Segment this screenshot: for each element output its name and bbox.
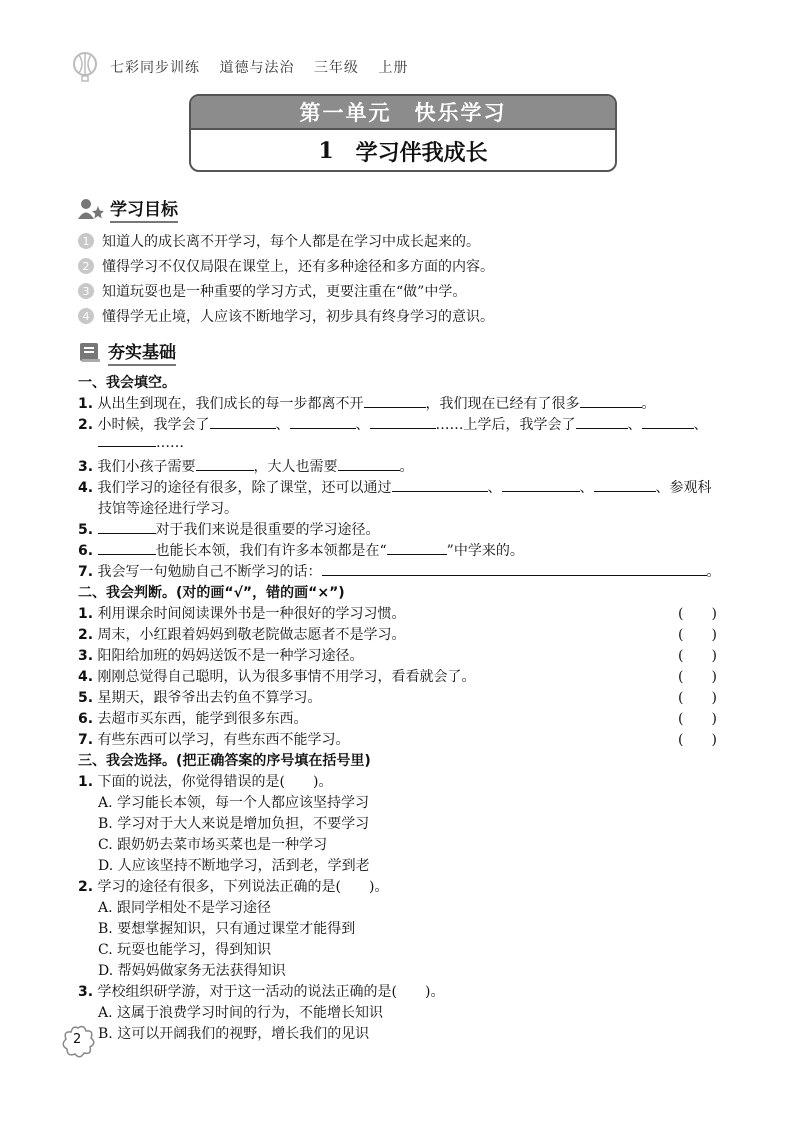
choice-option: B. 这可以开阔我们的视野，增长我们的见识	[98, 1026, 370, 1042]
objective-number-icon: 3	[78, 283, 94, 299]
fill-question-6	[78, 540, 524, 560]
question-number: 2.	[78, 627, 94, 643]
choice-question-1	[78, 771, 332, 791]
question-text: 从出生到现在，我们成长的每一步都离不开	[97, 396, 364, 412]
question-text: 、	[355, 417, 370, 433]
objectives-title-text: 学习目标	[110, 195, 178, 223]
part3-heading: 三、我会选择。(把正确答案的序号填在括号里)	[78, 753, 371, 769]
choice-option: C. 玩耍也能学习，得到知识	[98, 942, 272, 958]
objective-item	[78, 306, 494, 326]
question-text: 小时候，我学会了	[97, 417, 210, 433]
question-text: 下面的说法，你觉得错误的是( )。	[97, 774, 333, 790]
question-text: 、	[693, 417, 708, 433]
choice-option: A. 学习能长本领，每一个人都应该坚持学习	[98, 795, 370, 811]
fill-question-3	[78, 456, 414, 476]
fill-question-1	[78, 393, 656, 413]
question-text: 、参观科	[655, 480, 712, 496]
objective-text: 懂得学习不仅仅局限在课堂上，还有多种途径和多方面的内容。	[102, 259, 494, 275]
answer-paren[interactable]: ( )	[678, 648, 717, 664]
choice-option: A. 跟同学相处不是学习途径	[98, 900, 272, 916]
judge-question	[78, 624, 406, 644]
question-number: 3.	[78, 984, 94, 1000]
question-text: 刚刚总觉得自己聪明，认为很多事情不用学习，看看就会了。	[97, 669, 476, 685]
question-text: ”中学来的。	[446, 543, 524, 559]
question-number: 6.	[78, 711, 94, 727]
question-number: 1.	[78, 606, 94, 622]
objective-item	[78, 256, 494, 276]
choice-option: D. 帮妈妈做家务无法获得知识	[98, 963, 286, 979]
lesson-title-text: 学习伴我成长	[355, 139, 488, 166]
answer-blank[interactable]	[642, 416, 694, 429]
answer-paren[interactable]: ( )	[678, 669, 717, 685]
question-number: 1.	[78, 774, 94, 790]
question-text: 有些东西可以学习，有些东西不能学习。	[97, 732, 350, 748]
question-number: 4.	[78, 480, 94, 496]
question-text: 利用课余时间阅读课外书是一种很好的学习习惯。	[97, 606, 406, 622]
choice-option: D. 人应该坚持不断地学习，活到老，学到老	[98, 858, 370, 874]
answer-blank[interactable]	[364, 395, 426, 408]
page-header	[70, 52, 422, 82]
question-text: 也能长本领，我们有许多本领都是在“	[155, 543, 387, 559]
question-text: ，大人也需要	[253, 459, 338, 475]
judge-question	[78, 687, 322, 707]
choice-option: B. 学习对于大人来说是增加负担，不要学习	[98, 816, 370, 832]
answer-paren[interactable]: ( )	[678, 606, 717, 622]
objectives-title	[78, 195, 178, 223]
basics-title-text: 夯实基础	[108, 338, 176, 366]
question-number: 1.	[78, 396, 94, 412]
series-name: 七彩同步训练	[110, 60, 200, 76]
answer-paren[interactable]: ( )	[678, 711, 717, 727]
objective-item	[78, 231, 480, 251]
fill-question-2	[78, 414, 708, 434]
question-number: 6.	[78, 543, 94, 559]
answer-blank[interactable]	[370, 416, 436, 429]
answer-paren[interactable]: ( )	[678, 690, 717, 706]
question-text: ，我们现在已经有了很多	[425, 396, 580, 412]
question-number: 3.	[78, 648, 94, 664]
question-text: 星期天，跟爷爷出去钓鱼不算学习。	[97, 690, 322, 706]
question-number: 5.	[78, 522, 94, 538]
lesson-number: 1	[318, 138, 334, 164]
unit-title: 第一单元 快乐学习	[191, 96, 615, 128]
question-number: 7.	[78, 564, 94, 580]
question-number: 3.	[78, 459, 94, 475]
question-number: 5.	[78, 690, 94, 706]
question-text: 学习的途径有很多，下列说法正确的是( )。	[97, 879, 389, 895]
page-number: 2	[73, 1032, 82, 1047]
question-text: 、	[275, 417, 290, 433]
judge-question	[78, 729, 350, 749]
unit-title-box	[189, 94, 617, 172]
objective-item	[78, 281, 466, 301]
student-star-icon	[78, 198, 104, 220]
question-text: ……上学后，我学会了	[435, 417, 576, 433]
basics-title	[78, 338, 176, 366]
answer-blank[interactable]	[210, 416, 276, 429]
question-number: 2.	[78, 417, 94, 433]
answer-blank[interactable]	[98, 521, 156, 534]
part2-heading: 二、我会判断。(对的画“√”，错的画“×”)	[78, 585, 345, 601]
answer-blank[interactable]	[338, 458, 400, 471]
answer-blank[interactable]	[580, 395, 642, 408]
judge-question	[78, 645, 364, 665]
choice-question-2	[78, 876, 388, 896]
answer-blank[interactable]	[576, 416, 628, 429]
answer-blank[interactable]	[98, 542, 156, 555]
question-text: 、	[627, 417, 642, 433]
subject-name: 道德与法治	[219, 60, 295, 76]
question-text: 。	[641, 396, 656, 412]
question-text: 。	[399, 459, 414, 475]
question-text: ……	[156, 435, 184, 451]
question-text: 。	[706, 564, 721, 580]
answer-blank[interactable]	[594, 479, 656, 492]
answer-paren[interactable]: ( )	[678, 732, 717, 748]
choice-question-3	[78, 981, 444, 1001]
fill-question-7	[78, 561, 721, 581]
choice-option: C. 跟奶奶去菜市场买菜也是一种学习	[98, 837, 328, 853]
fill-question-4-cont: 技馆等途径进行学习。	[98, 501, 238, 517]
fill-question-2-cont	[98, 434, 184, 451]
answer-paren[interactable]: ( )	[678, 627, 717, 643]
answer-blank[interactable]	[98, 434, 156, 447]
choice-option: B. 要想掌握知识，只有通过课堂才能得到	[98, 921, 356, 937]
question-text: 去超市买东西，能学到很多东西。	[97, 711, 308, 727]
judge-question	[78, 666, 476, 686]
balloon-icon	[70, 52, 100, 82]
judge-question	[78, 708, 308, 728]
book-icon	[78, 341, 102, 363]
question-text: 、	[487, 480, 502, 496]
question-text: 阳阳给加班的妈妈送饭不是一种学习途径。	[97, 648, 364, 664]
part1-heading: 一、我会填空。	[78, 375, 176, 391]
grade-name: 三年级	[313, 60, 359, 76]
objective-number-icon: 2	[78, 258, 94, 274]
choice-option: A. 这属于浪费学习时间的行为，不能增长知识	[98, 1005, 384, 1021]
answer-blank[interactable]	[387, 542, 447, 555]
answer-blank[interactable]	[196, 458, 254, 471]
question-number: 4.	[78, 669, 94, 685]
question-text: 学校组织研学游，对于这一活动的说法正确的是( )。	[97, 984, 445, 1000]
objective-text: 知道人的成长离不开学习，每个人都是在学习中成长起来的。	[102, 234, 480, 250]
answer-blank[interactable]	[502, 479, 580, 492]
volume-name: 上册	[378, 60, 409, 76]
objective-text: 懂得学无止境，人应该不断地学习，初步具有终身学习的意识。	[102, 309, 494, 325]
objective-text: 知道玩耍也是一种重要的学习方式，更要注重在“做”中学。	[102, 284, 467, 300]
fill-question-5	[78, 519, 380, 539]
question-text: 我们小孩子需要	[97, 459, 196, 475]
lesson-title	[191, 128, 615, 172]
question-number: 2.	[78, 879, 94, 895]
answer-blank[interactable]	[322, 563, 707, 576]
question-text: 我们学习的途径有很多，除了课堂，还可以通过	[97, 480, 392, 496]
answer-blank[interactable]	[392, 479, 488, 492]
question-text: 周末，小红跟着妈妈到敬老院做志愿者不是学习。	[97, 627, 406, 643]
fill-question-4	[78, 477, 712, 497]
question-text: 我会写一句勉励自己不断学习的话：	[97, 564, 322, 580]
judge-question	[78, 603, 406, 623]
objective-number-icon: 1	[78, 233, 94, 249]
question-text: 、	[579, 480, 594, 496]
objective-number-icon: 4	[78, 308, 94, 324]
question-number: 7.	[78, 732, 94, 748]
answer-blank[interactable]	[290, 416, 356, 429]
question-text: 对于我们来说是很重要的学习途径。	[155, 522, 380, 538]
